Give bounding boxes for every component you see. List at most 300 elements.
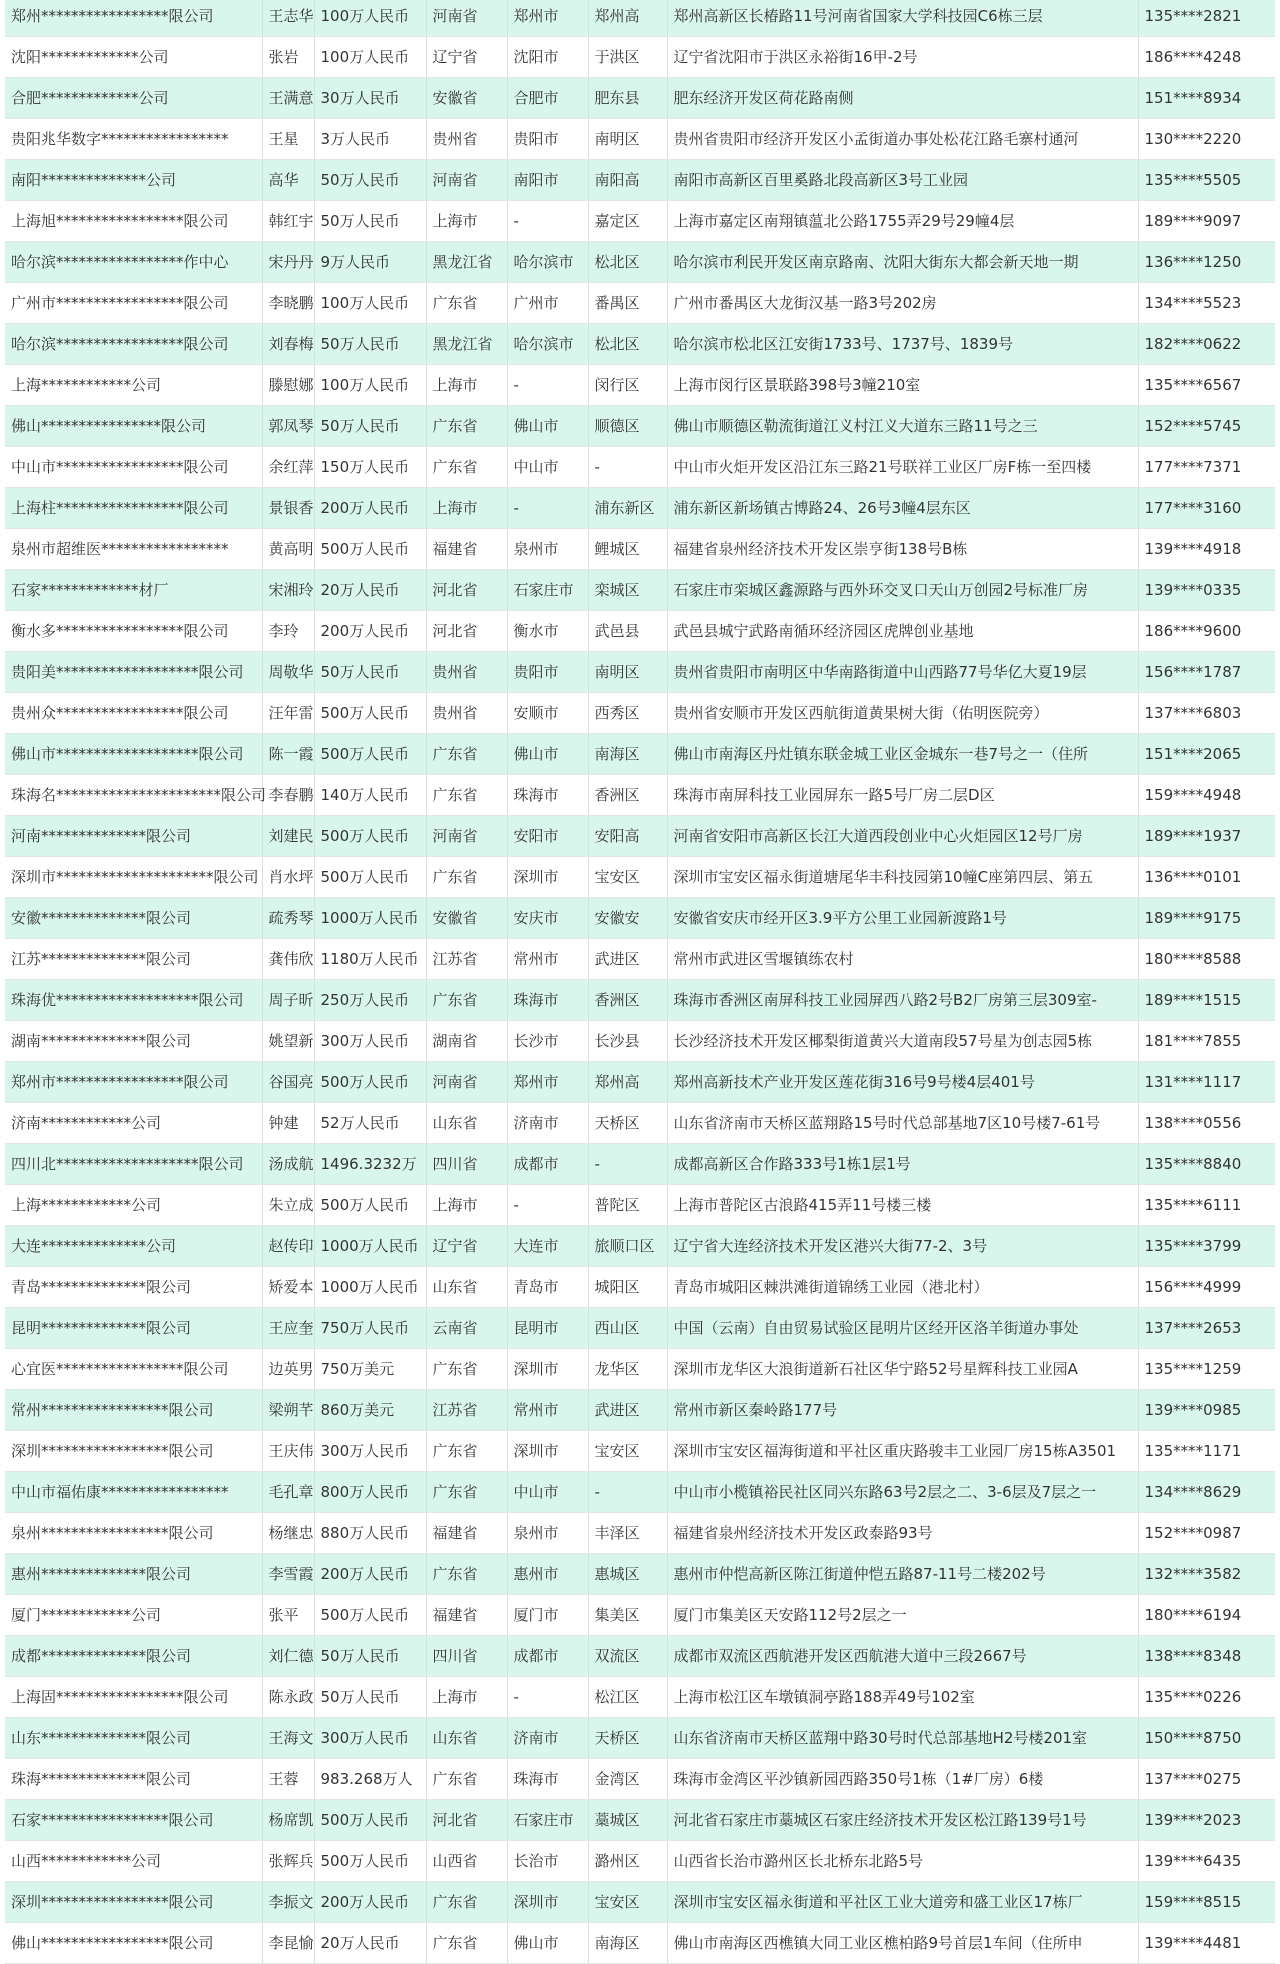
cell-registered-capital: 140万人民币 bbox=[314, 775, 426, 816]
cell-district: 嘉定区 bbox=[588, 201, 667, 242]
cell-province: 广东省 bbox=[426, 1349, 507, 1390]
cell-district: 番禺区 bbox=[588, 283, 667, 324]
table-row bbox=[5, 119, 1275, 160]
cell-registered-capital: 200万人民币 bbox=[314, 1882, 426, 1923]
cell-province: 广东省 bbox=[426, 1431, 507, 1472]
cell-registered-capital: 1496.3232万 bbox=[314, 1144, 426, 1185]
table-row bbox=[5, 1595, 1275, 1636]
cell-address: 佛山市南海区丹灶镇东联金城工业区金城东一巷7号之一（住所 bbox=[667, 734, 1138, 775]
cell-phone: 180****8588 bbox=[1138, 939, 1275, 980]
cell-city: 安阳市 bbox=[507, 816, 588, 857]
cell-company: 河南**************限公司 bbox=[5, 816, 262, 857]
cell-city: 合肥市 bbox=[507, 78, 588, 119]
cell-company: 贵阳兆华数字***************** bbox=[5, 119, 262, 160]
cell-address: 中山市火炬开发区沿江东三路21号联祥工业区厂房F栋一至四楼 bbox=[667, 447, 1138, 488]
cell-city: 惠州市 bbox=[507, 1554, 588, 1595]
cell-district: 西山区 bbox=[588, 1308, 667, 1349]
cell-province: 福建省 bbox=[426, 529, 507, 570]
cell-phone: 189****9097 bbox=[1138, 201, 1275, 242]
table-row bbox=[5, 939, 1275, 980]
cell-registered-capital: 750万美元 bbox=[314, 1349, 426, 1390]
cell-phone: 135****2821 bbox=[1138, 0, 1275, 37]
cell-legal-person: 黄高明 bbox=[262, 529, 314, 570]
cell-address: 厦门市集美区天安路112号2层之一 bbox=[667, 1595, 1138, 1636]
table-row bbox=[5, 1841, 1275, 1882]
cell-district: 武邑县 bbox=[588, 611, 667, 652]
cell-address: 安徽省安庆市经开区3.9平方公里工业园新渡路1号 bbox=[667, 898, 1138, 939]
cell-city: - bbox=[507, 201, 588, 242]
cell-company: 中山市*****************限公司 bbox=[5, 447, 262, 488]
cell-phone: 139****2023 bbox=[1138, 1800, 1275, 1841]
cell-phone: 135****3799 bbox=[1138, 1226, 1275, 1267]
cell-company: 石家*****************限公司 bbox=[5, 1800, 262, 1841]
cell-legal-person: 王庆伟 bbox=[262, 1431, 314, 1472]
cell-address: 福建省泉州经济技术开发区崇亨街138号B栋 bbox=[667, 529, 1138, 570]
cell-registered-capital: 500万人民币 bbox=[314, 529, 426, 570]
cell-city: 南阳市 bbox=[507, 160, 588, 201]
cell-registered-capital: 500万人民币 bbox=[314, 734, 426, 775]
cell-province: 上海市 bbox=[426, 1677, 507, 1718]
cell-address: 上海市闵行区景联路398号3幢210室 bbox=[667, 365, 1138, 406]
cell-address: 上海市嘉定区南翔镇蕰北公路1755弄29号29幢4层 bbox=[667, 201, 1138, 242]
cell-province: 广东省 bbox=[426, 734, 507, 775]
cell-registered-capital: 100万人民币 bbox=[314, 365, 426, 406]
cell-registered-capital: 200万人民币 bbox=[314, 611, 426, 652]
cell-address: 深圳市宝安区福海街道和平社区重庆路骏丰工业园厂房15栋A3501 bbox=[667, 1431, 1138, 1472]
cell-province: 上海市 bbox=[426, 201, 507, 242]
cell-district: 南明区 bbox=[588, 652, 667, 693]
cell-legal-person: 陈一霞 bbox=[262, 734, 314, 775]
cell-city: 广州市 bbox=[507, 283, 588, 324]
cell-company: 哈尔滨*****************作中心 bbox=[5, 242, 262, 283]
cell-city: 珠海市 bbox=[507, 980, 588, 1021]
table-row bbox=[5, 1472, 1275, 1513]
cell-province: 福建省 bbox=[426, 1595, 507, 1636]
cell-legal-person: 矫爱本 bbox=[262, 1267, 314, 1308]
cell-legal-person: 宋湘玲 bbox=[262, 570, 314, 611]
cell-province: 河北省 bbox=[426, 570, 507, 611]
table-row bbox=[5, 1185, 1275, 1226]
cell-company: 上海固*****************限公司 bbox=[5, 1677, 262, 1718]
table-row bbox=[5, 857, 1275, 898]
cell-phone: 156****4999 bbox=[1138, 1267, 1275, 1308]
cell-legal-person: 陈永政 bbox=[262, 1677, 314, 1718]
cell-province: 安徽省 bbox=[426, 898, 507, 939]
cell-district: 松北区 bbox=[588, 324, 667, 365]
cell-registered-capital: 880万人民币 bbox=[314, 1513, 426, 1554]
cell-province: 广东省 bbox=[426, 1759, 507, 1800]
cell-registered-capital: 100万人民币 bbox=[314, 283, 426, 324]
cell-district: 安徽安 bbox=[588, 898, 667, 939]
cell-address: 福建省泉州经济技术开发区政泰路93号 bbox=[667, 1513, 1138, 1554]
cell-city: 昆明市 bbox=[507, 1308, 588, 1349]
cell-company: 深圳*****************限公司 bbox=[5, 1882, 262, 1923]
cell-phone: 135****8840 bbox=[1138, 1144, 1275, 1185]
cell-legal-person: 钟建 bbox=[262, 1103, 314, 1144]
cell-phone: 137****0275 bbox=[1138, 1759, 1275, 1800]
cell-district: 天桥区 bbox=[588, 1718, 667, 1759]
cell-city: 安顺市 bbox=[507, 693, 588, 734]
cell-address: 武邑县城宁武路南循环经济园区虎牌创业基地 bbox=[667, 611, 1138, 652]
cell-province: 广东省 bbox=[426, 980, 507, 1021]
cell-registered-capital: 50万人民币 bbox=[314, 406, 426, 447]
table-row bbox=[5, 1923, 1275, 1964]
cell-district: 惠城区 bbox=[588, 1554, 667, 1595]
cell-district: 浦东新区 bbox=[588, 488, 667, 529]
cell-city: 郑州市 bbox=[507, 1062, 588, 1103]
cell-legal-person: 周子昕 bbox=[262, 980, 314, 1021]
cell-address: 贵州省贵阳市经济开发区小孟街道办事处松花江路毛寨村通河 bbox=[667, 119, 1138, 160]
cell-legal-person: 李春鹏 bbox=[262, 775, 314, 816]
table-row bbox=[5, 775, 1275, 816]
cell-legal-person: 余红萍 bbox=[262, 447, 314, 488]
cell-district: 普陀区 bbox=[588, 1185, 667, 1226]
cell-legal-person: 杨继忠 bbox=[262, 1513, 314, 1554]
cell-district: 西秀区 bbox=[588, 693, 667, 734]
cell-registered-capital: 500万人民币 bbox=[314, 1800, 426, 1841]
cell-phone: 139****0985 bbox=[1138, 1390, 1275, 1431]
cell-registered-capital: 200万人民币 bbox=[314, 488, 426, 529]
table-row bbox=[5, 1759, 1275, 1800]
cell-phone: 135****6567 bbox=[1138, 365, 1275, 406]
cell-city: 珠海市 bbox=[507, 775, 588, 816]
cell-province: 湖南省 bbox=[426, 1021, 507, 1062]
cell-company: 贵州众*****************限公司 bbox=[5, 693, 262, 734]
cell-city: 佛山市 bbox=[507, 734, 588, 775]
cell-district: 鲤城区 bbox=[588, 529, 667, 570]
cell-company: 佛山*****************限公司 bbox=[5, 1923, 262, 1964]
cell-province: 广东省 bbox=[426, 1923, 507, 1964]
cell-registered-capital: 500万人民币 bbox=[314, 693, 426, 734]
cell-city: 石家庄市 bbox=[507, 1800, 588, 1841]
cell-legal-person: 刘仁德 bbox=[262, 1636, 314, 1677]
cell-city: 深圳市 bbox=[507, 1431, 588, 1472]
cell-province: 上海市 bbox=[426, 365, 507, 406]
table-row bbox=[5, 611, 1275, 652]
cell-legal-person: 李玲 bbox=[262, 611, 314, 652]
cell-address: 郑州高新区长椿路11号河南省国家大学科技园C6栋三层 bbox=[667, 0, 1138, 37]
cell-province: 辽宁省 bbox=[426, 1226, 507, 1267]
cell-company: 心宜医*****************限公司 bbox=[5, 1349, 262, 1390]
cell-district: 南海区 bbox=[588, 734, 667, 775]
cell-company: 上海柱*****************限公司 bbox=[5, 488, 262, 529]
cell-legal-person: 肖水坪 bbox=[262, 857, 314, 898]
cell-province: 贵州省 bbox=[426, 693, 507, 734]
cell-phone: 189****9175 bbox=[1138, 898, 1275, 939]
cell-address: 长沙经济技术开发区椰梨街道黄兴大道南段57号星为创志园5栋 bbox=[667, 1021, 1138, 1062]
cell-province: 河南省 bbox=[426, 0, 507, 37]
cell-address: 中山市小榄镇裕民社区同兴东路63号2层之二、3-6层及7层之一 bbox=[667, 1472, 1138, 1513]
table-row bbox=[5, 1349, 1275, 1390]
cell-district: 南明区 bbox=[588, 119, 667, 160]
cell-company: 惠州**************限公司 bbox=[5, 1554, 262, 1595]
cell-company: 成都**************限公司 bbox=[5, 1636, 262, 1677]
cell-phone: 132****3582 bbox=[1138, 1554, 1275, 1595]
table-row bbox=[5, 652, 1275, 693]
cell-city: 珠海市 bbox=[507, 1759, 588, 1800]
table-row bbox=[5, 1636, 1275, 1677]
cell-legal-person: 姚望新 bbox=[262, 1021, 314, 1062]
cell-city: 贵阳市 bbox=[507, 119, 588, 160]
cell-province: 广东省 bbox=[426, 283, 507, 324]
cell-company: 合肥*************公司 bbox=[5, 78, 262, 119]
cell-legal-person: 王满意 bbox=[262, 78, 314, 119]
cell-city: 成都市 bbox=[507, 1636, 588, 1677]
cell-district: 金湾区 bbox=[588, 1759, 667, 1800]
cell-province: 贵州省 bbox=[426, 652, 507, 693]
cell-company: 上海************公司 bbox=[5, 1185, 262, 1226]
table-body bbox=[5, 0, 1275, 1964]
cell-address: 深圳市宝安区福永街道和平社区工业大道旁和盛工业区17栋厂 bbox=[667, 1882, 1138, 1923]
cell-province: 河北省 bbox=[426, 1800, 507, 1841]
cell-phone: 135****0226 bbox=[1138, 1677, 1275, 1718]
cell-legal-person: 周敬华 bbox=[262, 652, 314, 693]
cell-legal-person: 景银香 bbox=[262, 488, 314, 529]
cell-phone: 135****5505 bbox=[1138, 160, 1275, 201]
cell-district: 集美区 bbox=[588, 1595, 667, 1636]
cell-address: 南阳市高新区百里奚路北段高新区3号工业园 bbox=[667, 160, 1138, 201]
cell-company: 衡水多*****************限公司 bbox=[5, 611, 262, 652]
cell-phone: 177****3160 bbox=[1138, 488, 1275, 529]
cell-registered-capital: 250万人民币 bbox=[314, 980, 426, 1021]
cell-phone: 139****0335 bbox=[1138, 570, 1275, 611]
cell-phone: 151****8934 bbox=[1138, 78, 1275, 119]
table-row bbox=[5, 1677, 1275, 1718]
cell-district: - bbox=[588, 1144, 667, 1185]
table-row bbox=[5, 1267, 1275, 1308]
cell-address: 辽宁省沈阳市于洪区永裕街16甲-2号 bbox=[667, 37, 1138, 78]
table-row bbox=[5, 816, 1275, 857]
cell-address: 河北省石家庄市藁城区石家庄经济技术开发区松江路139号1号 bbox=[667, 1800, 1138, 1841]
cell-phone: 177****7371 bbox=[1138, 447, 1275, 488]
cell-city: 佛山市 bbox=[507, 1923, 588, 1964]
cell-district: 丰泽区 bbox=[588, 1513, 667, 1554]
cell-address: 哈尔滨市松北区江安街1733号、1737号、1839号 bbox=[667, 324, 1138, 365]
cell-address: 成都高新区合作路333号1栋1层1号 bbox=[667, 1144, 1138, 1185]
cell-registered-capital: 200万人民币 bbox=[314, 1554, 426, 1595]
cell-legal-person: 汪年雷 bbox=[262, 693, 314, 734]
cell-city: - bbox=[507, 488, 588, 529]
cell-phone: 139****6435 bbox=[1138, 1841, 1275, 1882]
table-row bbox=[5, 488, 1275, 529]
cell-registered-capital: 500万人民币 bbox=[314, 1595, 426, 1636]
cell-registered-capital: 30万人民币 bbox=[314, 78, 426, 119]
company-table bbox=[5, 0, 1275, 1964]
cell-address: 广州市番禺区大龙街汉基一路3号202房 bbox=[667, 283, 1138, 324]
cell-legal-person: 郭凤琴 bbox=[262, 406, 314, 447]
cell-phone: 152****0987 bbox=[1138, 1513, 1275, 1554]
cell-registered-capital: 50万人民币 bbox=[314, 160, 426, 201]
cell-company: 佛山****************限公司 bbox=[5, 406, 262, 447]
cell-address: 佛山市南海区西樵镇大同工业区樵柏路9号首层1车间（住所申 bbox=[667, 1923, 1138, 1964]
table-row bbox=[5, 37, 1275, 78]
cell-province: 云南省 bbox=[426, 1308, 507, 1349]
cell-phone: 138****0556 bbox=[1138, 1103, 1275, 1144]
cell-legal-person: 高华 bbox=[262, 160, 314, 201]
cell-registered-capital: 50万人民币 bbox=[314, 201, 426, 242]
cell-province: 福建省 bbox=[426, 1513, 507, 1554]
cell-registered-capital: 500万人民币 bbox=[314, 816, 426, 857]
cell-province: 山西省 bbox=[426, 1841, 507, 1882]
cell-city: 常州市 bbox=[507, 939, 588, 980]
cell-phone: 189****1937 bbox=[1138, 816, 1275, 857]
cell-district: 龙华区 bbox=[588, 1349, 667, 1390]
cell-registered-capital: 300万人民币 bbox=[314, 1718, 426, 1759]
cell-registered-capital: 500万人民币 bbox=[314, 1841, 426, 1882]
cell-province: 辽宁省 bbox=[426, 37, 507, 78]
cell-city: 石家庄市 bbox=[507, 570, 588, 611]
cell-company: 大连**************公司 bbox=[5, 1226, 262, 1267]
cell-district: 栾城区 bbox=[588, 570, 667, 611]
cell-province: 四川省 bbox=[426, 1144, 507, 1185]
cell-phone: 180****6194 bbox=[1138, 1595, 1275, 1636]
cell-address: 珠海市香洲区南屏科技工业园屏西八路2号B2厂房第三层309室- bbox=[667, 980, 1138, 1021]
cell-phone: 130****2220 bbox=[1138, 119, 1275, 160]
cell-province: 江苏省 bbox=[426, 939, 507, 980]
cell-phone: 159****8515 bbox=[1138, 1882, 1275, 1923]
cell-legal-person: 毛孔章 bbox=[262, 1472, 314, 1513]
cell-province: 河南省 bbox=[426, 816, 507, 857]
cell-legal-person: 宋丹丹 bbox=[262, 242, 314, 283]
cell-registered-capital: 860万美元 bbox=[314, 1390, 426, 1431]
cell-city: 泉州市 bbox=[507, 1513, 588, 1554]
cell-registered-capital: 750万人民币 bbox=[314, 1308, 426, 1349]
cell-district: 闵行区 bbox=[588, 365, 667, 406]
table-row bbox=[5, 242, 1275, 283]
cell-legal-person: 王蓉 bbox=[262, 1759, 314, 1800]
cell-phone: 150****8750 bbox=[1138, 1718, 1275, 1759]
table-row bbox=[5, 1718, 1275, 1759]
cell-district: 武进区 bbox=[588, 1390, 667, 1431]
cell-phone: 186****4248 bbox=[1138, 37, 1275, 78]
cell-company: 佛山市*******************限公司 bbox=[5, 734, 262, 775]
cell-address: 惠州市仲恺高新区陈江街道仲恺五路87-11号二楼202号 bbox=[667, 1554, 1138, 1595]
cell-registered-capital: 300万人民币 bbox=[314, 1431, 426, 1472]
cell-address: 哈尔滨市利民开发区南京路南、沈阳大街东大都会新天地一期 bbox=[667, 242, 1138, 283]
cell-district: 宝安区 bbox=[588, 857, 667, 898]
cell-province: 黑龙江省 bbox=[426, 324, 507, 365]
cell-province: 四川省 bbox=[426, 1636, 507, 1677]
cell-district: 宝安区 bbox=[588, 1431, 667, 1472]
cell-address: 珠海市南屏科技工业园屏东一路5号厂房二层D区 bbox=[667, 775, 1138, 816]
cell-province: 山东省 bbox=[426, 1267, 507, 1308]
table-row bbox=[5, 1882, 1275, 1923]
cell-district: 南海区 bbox=[588, 1923, 667, 1964]
cell-phone: 139****4481 bbox=[1138, 1923, 1275, 1964]
cell-district: 安阳高 bbox=[588, 816, 667, 857]
cell-district: 顺德区 bbox=[588, 406, 667, 447]
cell-district: 天桥区 bbox=[588, 1103, 667, 1144]
cell-district: 南阳高 bbox=[588, 160, 667, 201]
cell-company: 四川北*******************限公司 bbox=[5, 1144, 262, 1185]
cell-district: 郑州高 bbox=[588, 1062, 667, 1103]
table-row bbox=[5, 1554, 1275, 1595]
cell-district: 于洪区 bbox=[588, 37, 667, 78]
cell-company: 哈尔滨*****************限公司 bbox=[5, 324, 262, 365]
table-row bbox=[5, 734, 1275, 775]
cell-registered-capital: 150万人民币 bbox=[314, 447, 426, 488]
cell-district: - bbox=[588, 447, 667, 488]
cell-registered-capital: 800万人民币 bbox=[314, 1472, 426, 1513]
cell-registered-capital: 50万人民币 bbox=[314, 324, 426, 365]
cell-province: 广东省 bbox=[426, 1882, 507, 1923]
cell-province: 山东省 bbox=[426, 1103, 507, 1144]
table-row bbox=[5, 980, 1275, 1021]
cell-province: 广东省 bbox=[426, 1472, 507, 1513]
cell-registered-capital: 300万人民币 bbox=[314, 1021, 426, 1062]
table-row bbox=[5, 201, 1275, 242]
cell-address: 常州市武进区雪堰镇练农村 bbox=[667, 939, 1138, 980]
cell-city: 长治市 bbox=[507, 1841, 588, 1882]
cell-city: 深圳市 bbox=[507, 1349, 588, 1390]
cell-legal-person: 张平 bbox=[262, 1595, 314, 1636]
cell-district: 香洲区 bbox=[588, 980, 667, 1021]
cell-company: 济南************公司 bbox=[5, 1103, 262, 1144]
cell-legal-person: 龚伟欣 bbox=[262, 939, 314, 980]
cell-legal-person: 李昆愉 bbox=[262, 1923, 314, 1964]
cell-company: 山东**************限公司 bbox=[5, 1718, 262, 1759]
cell-company: 山西************公司 bbox=[5, 1841, 262, 1882]
cell-district: 长沙县 bbox=[588, 1021, 667, 1062]
cell-company: 沈阳*************公司 bbox=[5, 37, 262, 78]
table-row bbox=[5, 78, 1275, 119]
cell-city: - bbox=[507, 365, 588, 406]
cell-city: 哈尔滨市 bbox=[507, 324, 588, 365]
cell-registered-capital: 50万人民币 bbox=[314, 1636, 426, 1677]
cell-legal-person: 谷国亮 bbox=[262, 1062, 314, 1103]
table-row bbox=[5, 324, 1275, 365]
cell-legal-person: 李振文 bbox=[262, 1882, 314, 1923]
cell-district: 肥东县 bbox=[588, 78, 667, 119]
cell-company: 珠海名**********************限公司 bbox=[5, 775, 262, 816]
cell-registered-capital: 50万人民币 bbox=[314, 1677, 426, 1718]
table-row bbox=[5, 529, 1275, 570]
table-row bbox=[5, 1062, 1275, 1103]
table-row bbox=[5, 283, 1275, 324]
cell-registered-capital: 1000万人民币 bbox=[314, 1226, 426, 1267]
cell-province: 广东省 bbox=[426, 857, 507, 898]
cell-district: 旅顺口区 bbox=[588, 1226, 667, 1267]
table-row bbox=[5, 160, 1275, 201]
cell-registered-capital: 1000万人民币 bbox=[314, 898, 426, 939]
cell-company: 泉州市超维医***************** bbox=[5, 529, 262, 570]
cell-legal-person: 杨席凯 bbox=[262, 1800, 314, 1841]
cell-province: 广东省 bbox=[426, 775, 507, 816]
cell-phone: 135****1171 bbox=[1138, 1431, 1275, 1472]
cell-province: 河北省 bbox=[426, 611, 507, 652]
cell-district: 宝安区 bbox=[588, 1882, 667, 1923]
table-row bbox=[5, 1431, 1275, 1472]
cell-address: 辽宁省大连经济技术开发区港兴大街77-2、3号 bbox=[667, 1226, 1138, 1267]
table-row bbox=[5, 365, 1275, 406]
cell-address: 珠海市金湾区平沙镇新园西路350号1栋（1#厂房）6楼 bbox=[667, 1759, 1138, 1800]
cell-address: 佛山市顺德区勒流街道江义村江义大道东三路11号之三 bbox=[667, 406, 1138, 447]
cell-province: 黑龙江省 bbox=[426, 242, 507, 283]
cell-province: 广东省 bbox=[426, 406, 507, 447]
cell-province: 广东省 bbox=[426, 447, 507, 488]
cell-legal-person: 王志华 bbox=[262, 0, 314, 37]
cell-phone: 136****0101 bbox=[1138, 857, 1275, 898]
cell-city: 衡水市 bbox=[507, 611, 588, 652]
cell-city: 贵阳市 bbox=[507, 652, 588, 693]
cell-legal-person: 刘建民 bbox=[262, 816, 314, 857]
cell-registered-capital: 500万人民币 bbox=[314, 857, 426, 898]
cell-district: 松江区 bbox=[588, 1677, 667, 1718]
cell-legal-person: 边英男 bbox=[262, 1349, 314, 1390]
cell-province: 河南省 bbox=[426, 1062, 507, 1103]
cell-registered-capital: 1000万人民币 bbox=[314, 1267, 426, 1308]
cell-city: 中山市 bbox=[507, 1472, 588, 1513]
